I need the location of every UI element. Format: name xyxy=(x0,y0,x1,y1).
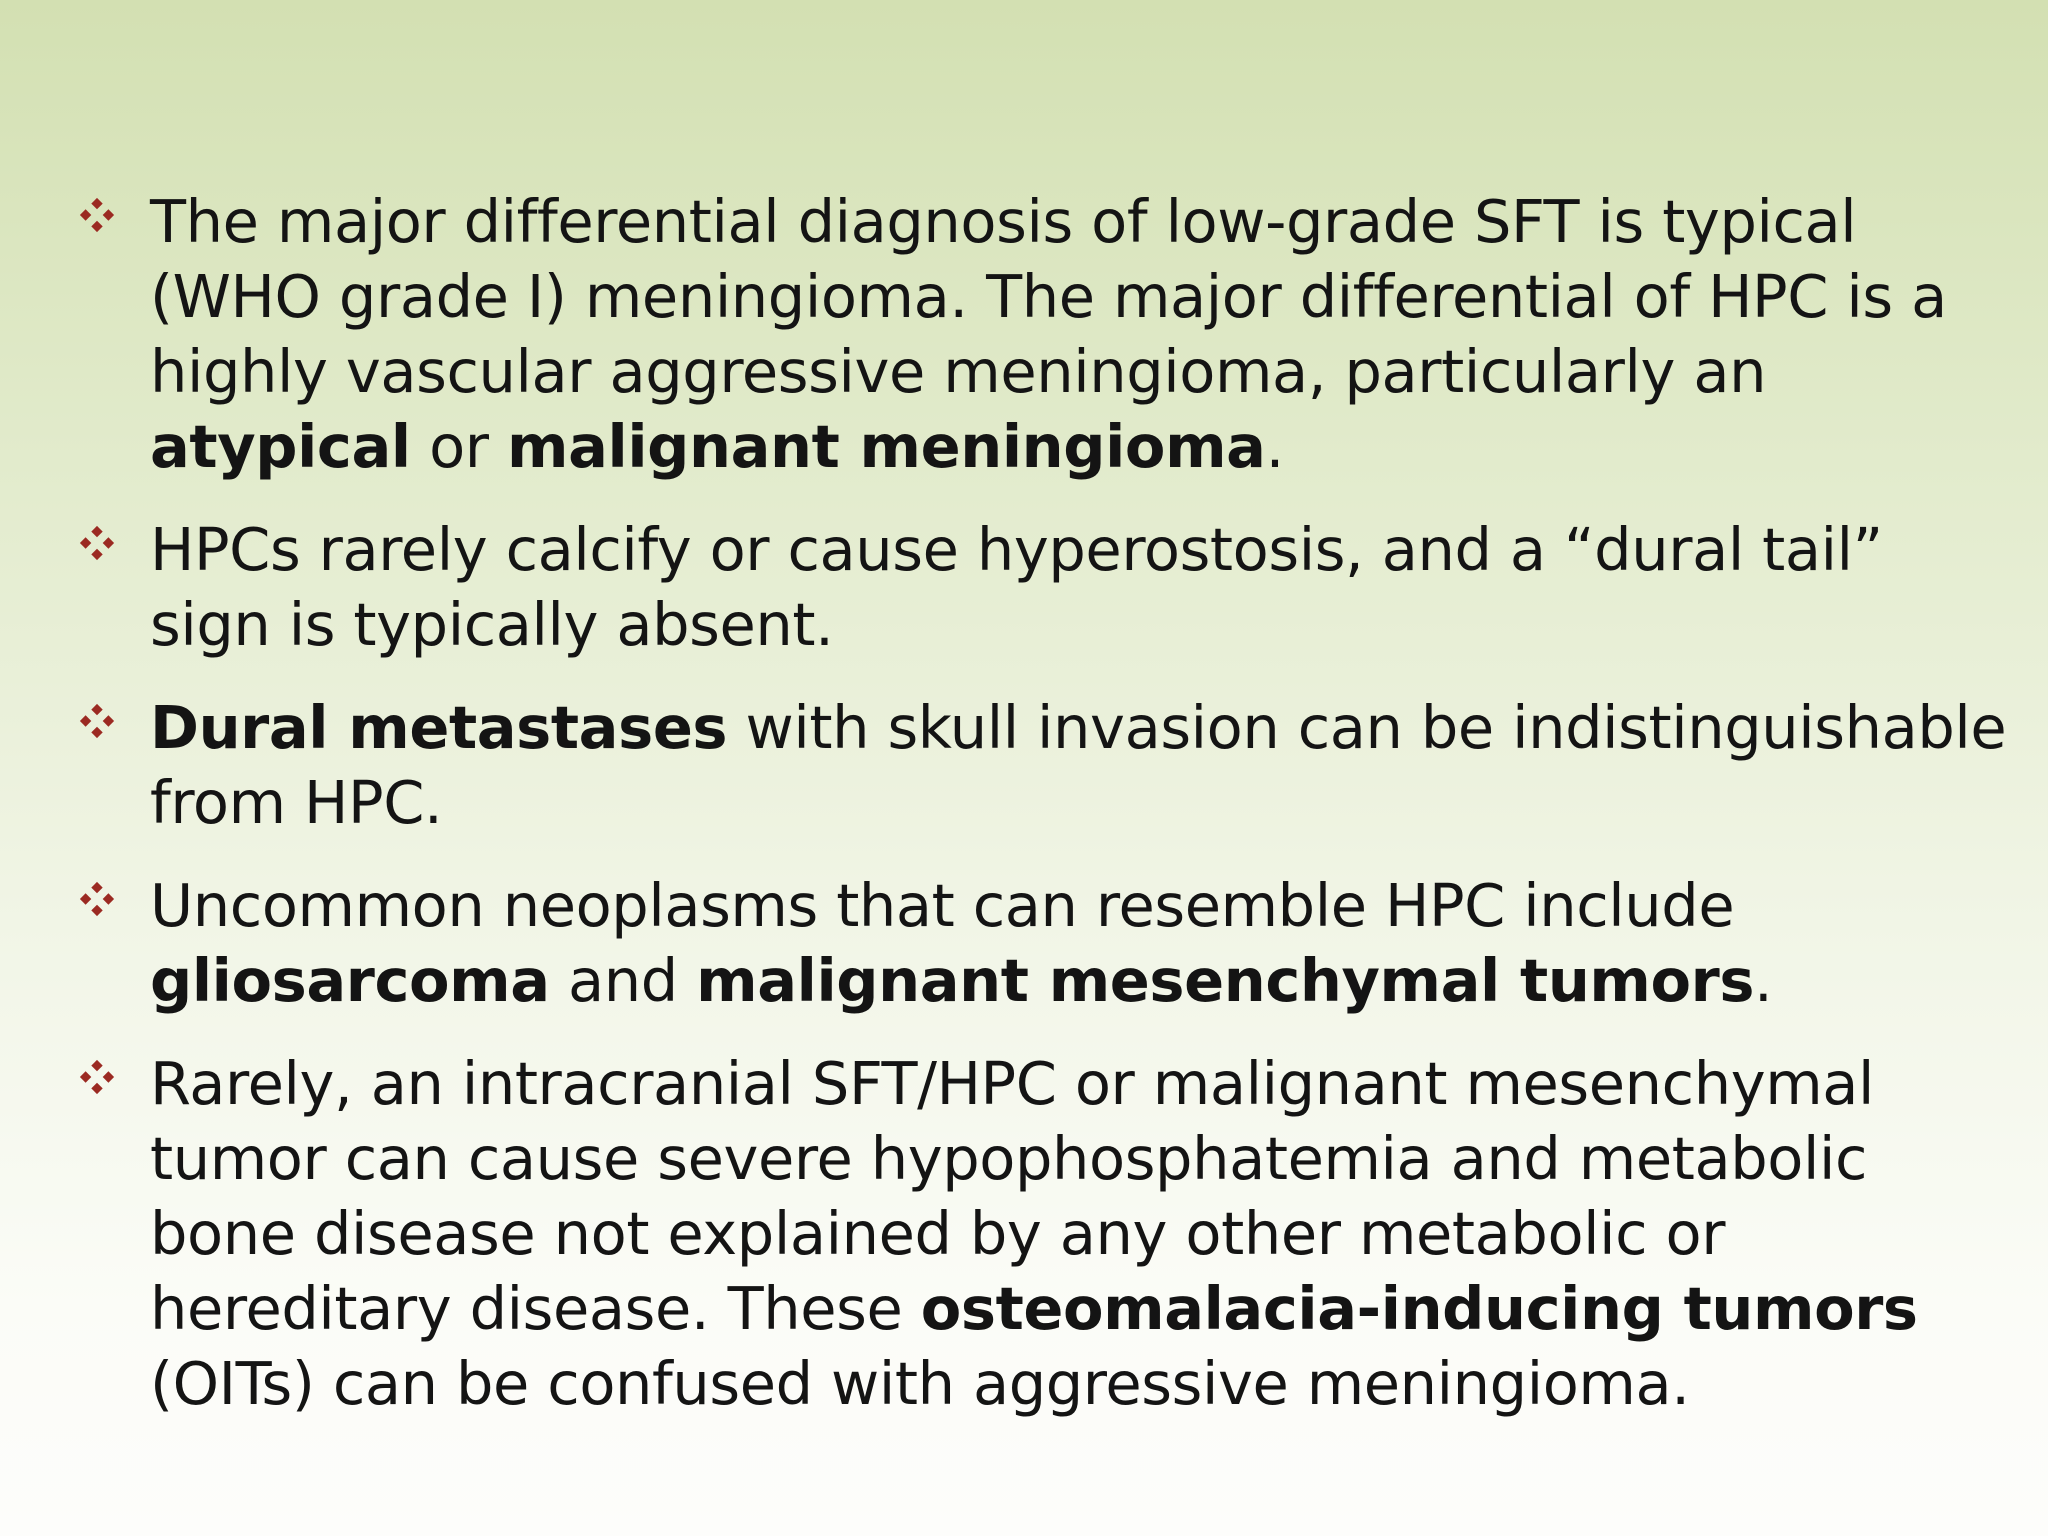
bullet-list xyxy=(150,184,2010,1449)
four-diamond-icon xyxy=(78,524,116,562)
four-diamond-icon xyxy=(78,1058,116,1096)
bullet-item xyxy=(150,512,2010,662)
bullet-text: Dural metastases with skull invasion can be indistinguishable from HPC. xyxy=(150,693,2007,837)
bullet-item xyxy=(150,690,2010,840)
bullet-item xyxy=(150,1046,2010,1421)
four-diamond-icon xyxy=(78,196,116,234)
bullet-item xyxy=(150,868,2010,1018)
bullet-text: HPCs rarely calcify or cause hyperostosis, and a “dural tail” sign is typically absent. xyxy=(150,515,1883,659)
bullet-text: Uncommon neoplasms that can resemble HPC include gliosarcoma and malignant mesenchymal tumors. xyxy=(150,871,1773,1015)
bullet-item xyxy=(150,184,2010,484)
bullet-text: The major differential diagnosis of low-grade SFT is typical (WHO grade I) meningioma. The major differential of HPC is a highly vascular aggressive meningioma, particularly an atypical or malignant meningioma. xyxy=(150,187,1947,481)
four-diamond-icon xyxy=(78,702,116,740)
bullet-text: Rarely, an intracranial SFT/HPC or malignant mesenchymal tumor can cause severe hypophosphatemia and metabolic bone disease not explained by any other metabolic or hereditary disease. These osteomalacia-inducing tumors (OITs) can be confused with aggressive meningioma. xyxy=(150,1049,1918,1418)
four-diamond-icon xyxy=(78,880,116,918)
